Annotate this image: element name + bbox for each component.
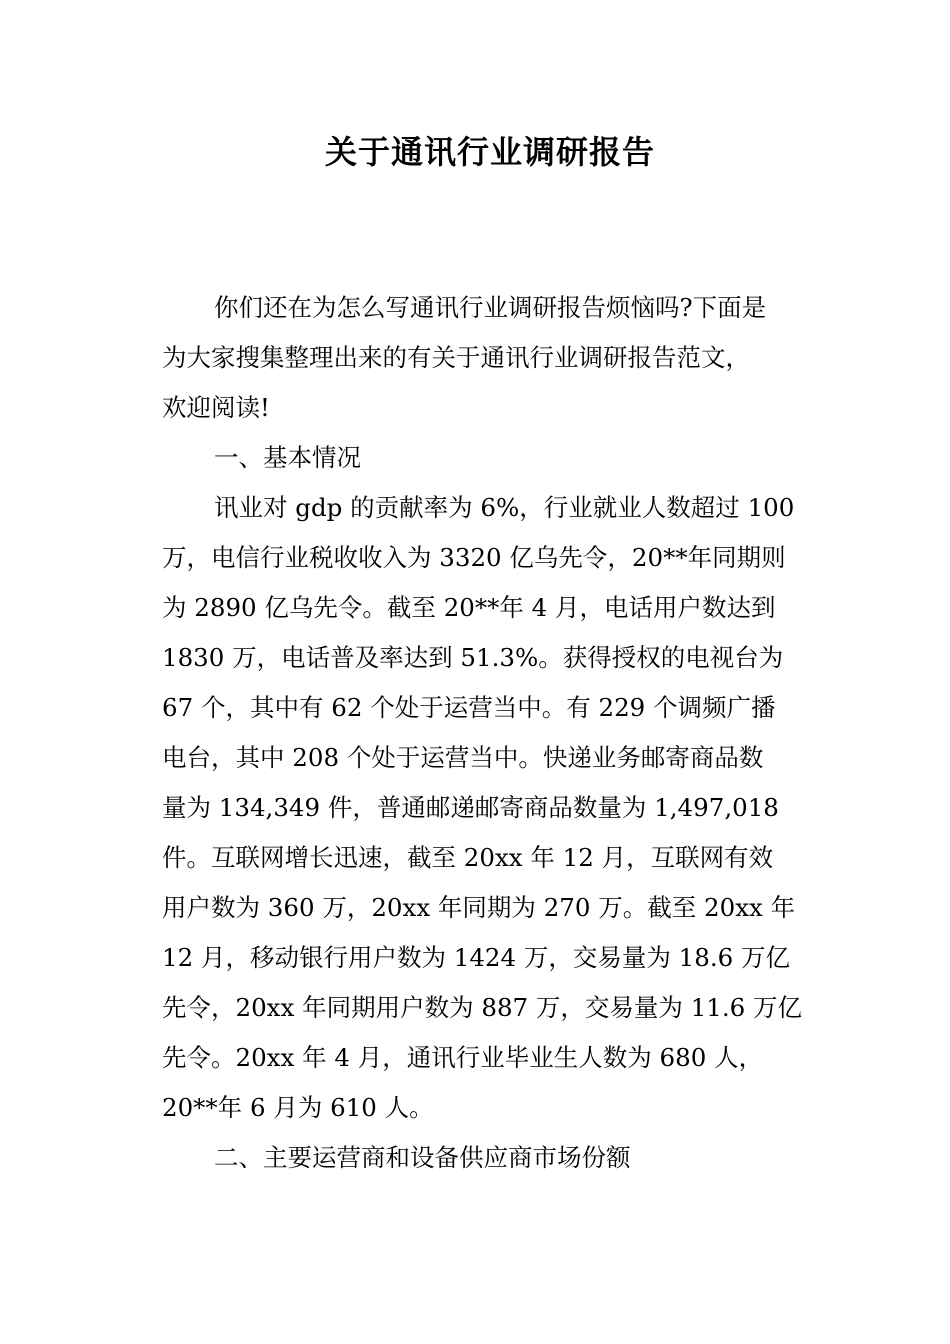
paragraph-line: 20**年 6 月为 610 人。 <box>162 1093 434 1122</box>
paragraph-line: 讯业对 gdp 的贡献率为 6%，行业就业人数超过 100 <box>214 493 795 522</box>
paragraph-line: 1830 万，电话普及率达到 51.3%。获得授权的电视台为 <box>162 643 784 672</box>
document-body <box>162 283 803 1183</box>
intro-line: 欢迎阅读! <box>162 393 270 422</box>
paragraph-line: 万，电信行业税收收入为 3320 亿乌先令，20**年同期则 <box>162 543 786 572</box>
section-heading-basic-situation: 一、基本情况 <box>214 443 361 472</box>
paragraph-line: 件。互联网增长迅速，截至 20xx 年 12 月，互联网有效 <box>162 843 774 872</box>
document-title: 关于通讯行业调研报告 <box>324 133 655 171</box>
paragraph-line: 量为 134,349 件，普通邮递邮寄商品数量为 1,497,018 <box>162 793 779 822</box>
paragraph-line: 电台，其中 208 个处于运营当中。快递业务邮寄商品数 <box>162 743 764 772</box>
intro-line: 你们还在为怎么写通讯行业调研报告烦恼吗?下面是 <box>214 293 767 322</box>
paragraph-line: 为 2890 亿乌先令。截至 20**年 4 月，电话用户数达到 <box>162 593 776 622</box>
paragraph-line: 用户数为 360 万，20xx 年同期为 270 万。截至 20xx 年 <box>162 893 796 922</box>
paragraph-line: 12 月，移动银行用户数为 1424 万，交易量为 18.6 万亿 <box>162 943 791 972</box>
section-heading-market-share: 二、主要运营商和设备供应商市场份额 <box>214 1143 631 1172</box>
intro-line: 为大家搜集整理出来的有关于通讯行业调研报告范文， <box>162 343 750 372</box>
paragraph-line: 67 个，其中有 62 个处于运营当中。有 229 个调频广播 <box>162 693 776 722</box>
paragraph-line: 先令。20xx 年 4 月，通讯行业毕业生人数为 680 人， <box>162 1043 764 1072</box>
paragraph-line: 先令，20xx 年同期用户数为 887 万，交易量为 11.6 万亿 <box>162 993 803 1022</box>
